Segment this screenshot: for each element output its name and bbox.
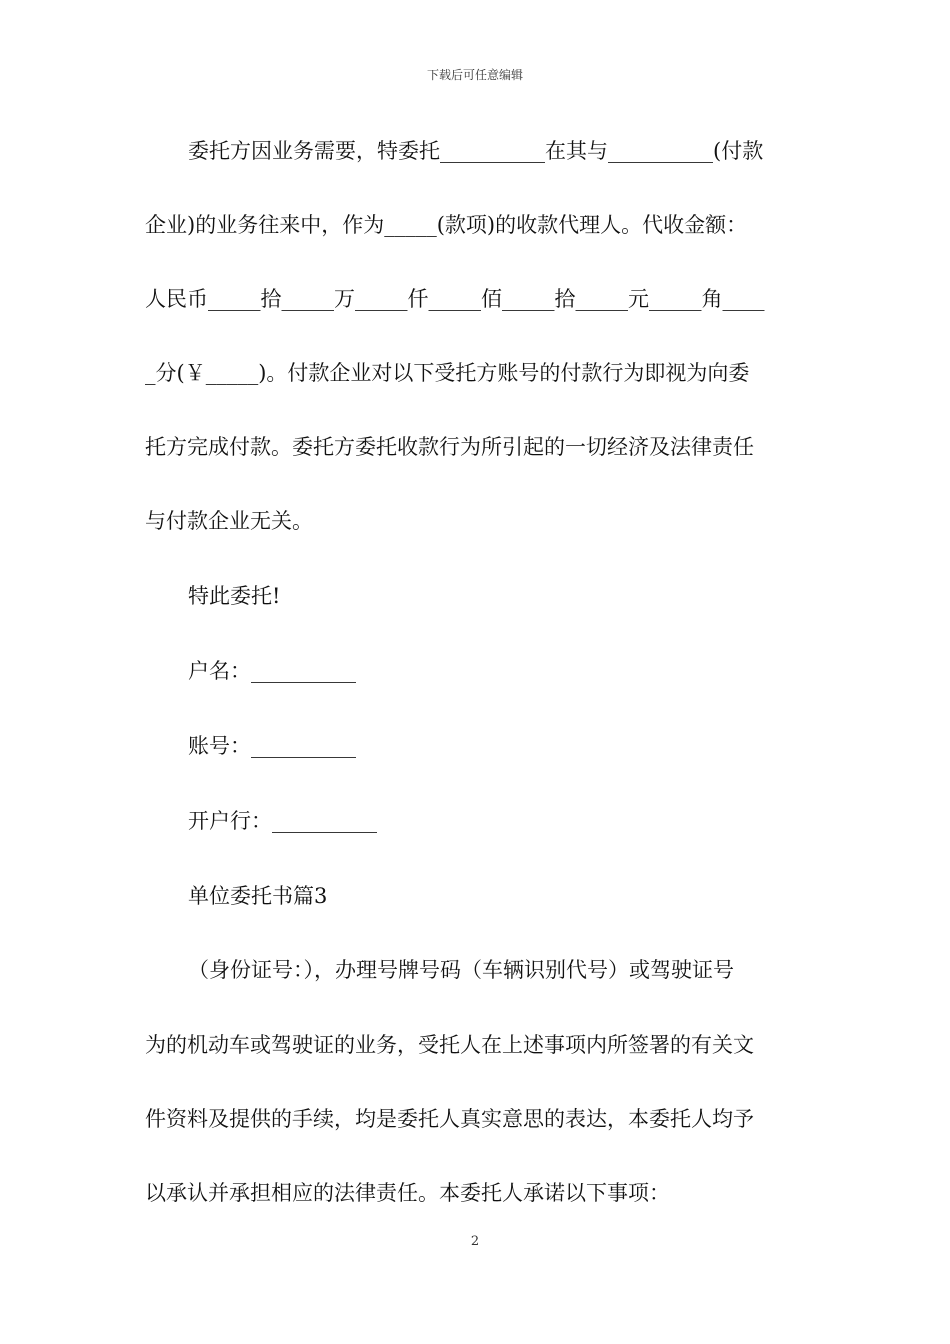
page-number: 2 (470, 1234, 480, 1249)
page-header: 下载后可任意编辑 (426, 68, 523, 82)
paragraph-line: （身份证号：），办理号牌号码（车辆识别代号）或驾驶证号 (188, 958, 734, 982)
paragraph-line: 人民币_____拾_____万_____仟_____佰_____拾_____元_____角____ (145, 287, 765, 311)
closing-text: 特此委托! (188, 584, 281, 608)
paragraph-line: 托方完成付款。委托方委托收款行为所引起的一切经济及法律责任 (145, 435, 754, 459)
paragraph-line: _分(￥_____)。付款企业对以下受托方账号的付款行为即视为向委 (145, 361, 750, 385)
account-number-field: 账号：__________ (188, 734, 356, 758)
paragraph-line: 件资料及提供的手续，均是委托人真实意思的表达，本委托人均予 (145, 1107, 754, 1131)
paragraph-line: 以承认并承担相应的法律责任。本委托人承诺以下事项： (145, 1181, 670, 1205)
paragraph-line: 与付款企业无关。 (145, 509, 313, 533)
paragraph-line: 为的机动车或驾驶证的业务，受托人在上述事项内所签署的有关文 (145, 1033, 754, 1057)
account-name-field: 户名：__________ (188, 659, 356, 683)
paragraph-line: 委托方因业务需要，特委托__________在其与__________(付款 (188, 139, 764, 163)
paragraph-line: 企业)的业务往来中，作为_____(款项)的收款代理人。代收金额： (145, 213, 748, 237)
bank-field: 开户行：__________ (188, 809, 377, 833)
section-title: 单位委托书篇3 (188, 884, 328, 908)
